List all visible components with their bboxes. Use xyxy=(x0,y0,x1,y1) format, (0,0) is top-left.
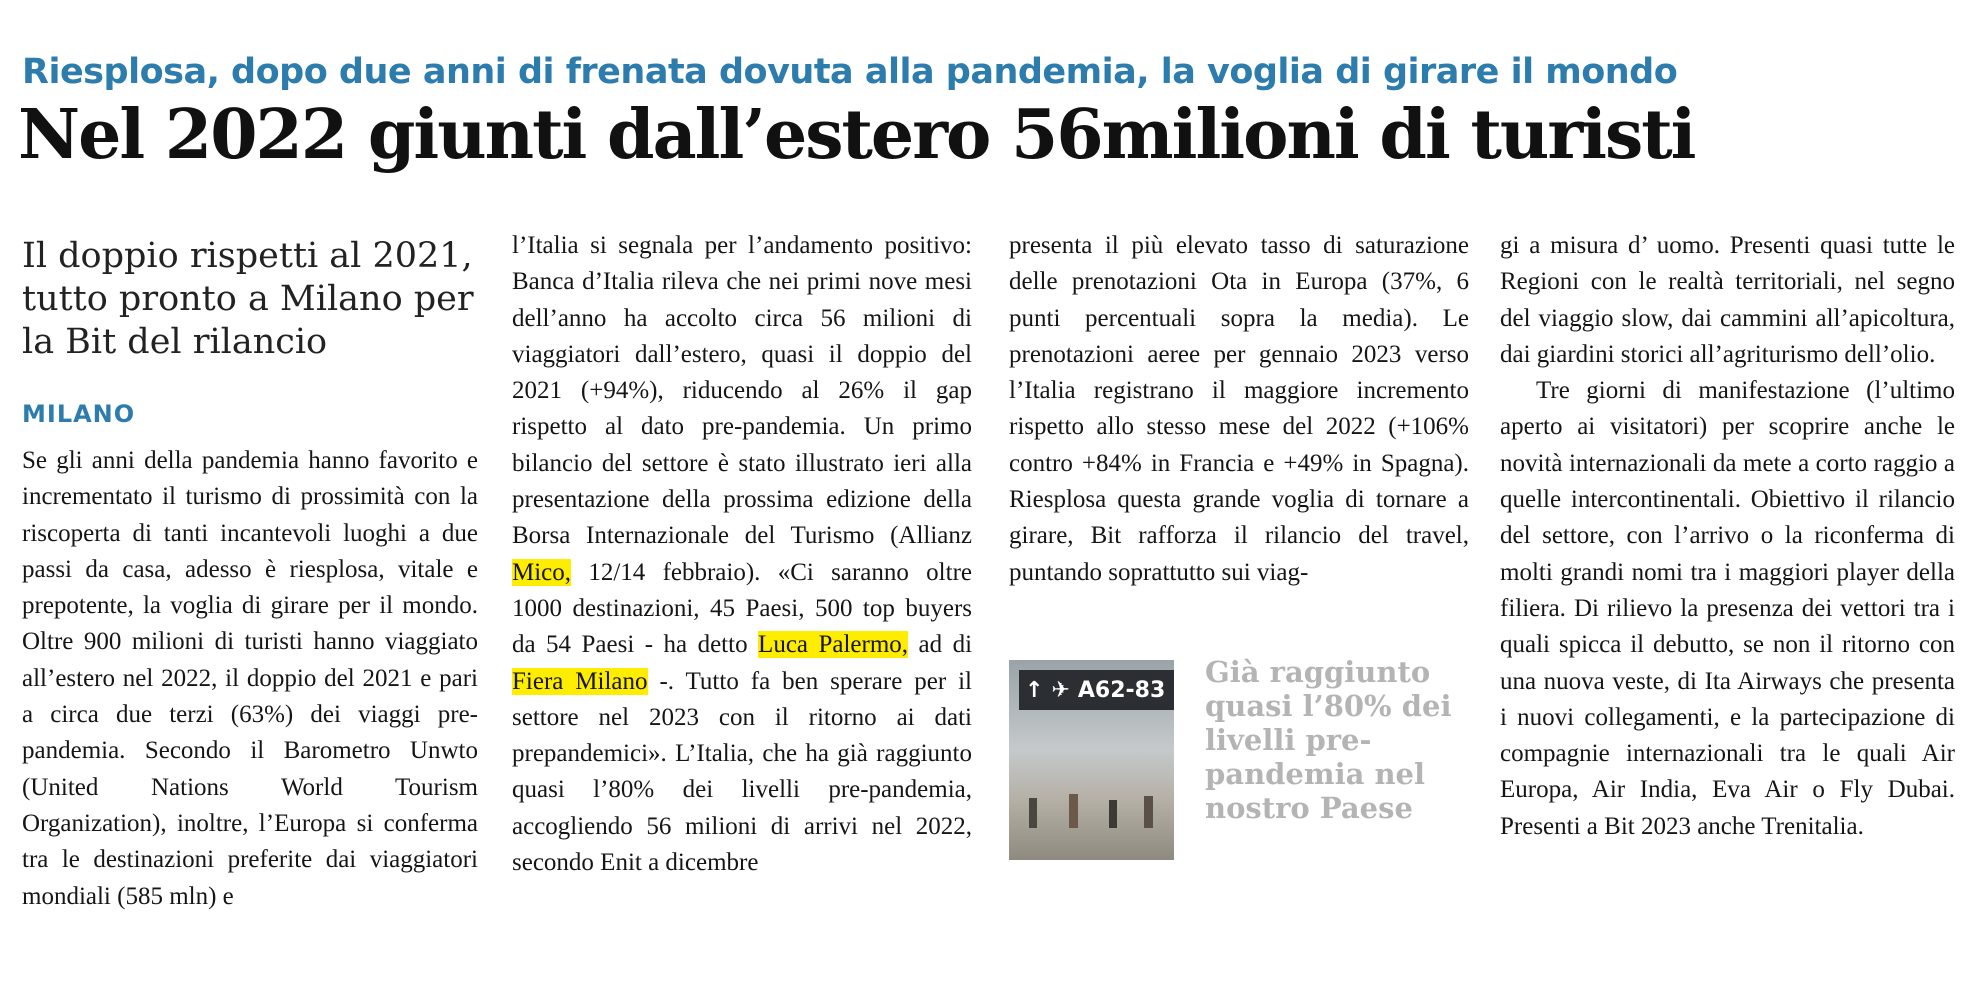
column-4-paragraph-2: Tre giorni di manifestazione (l’ultimo aperto ai visitatori) per scoprire anche le novità internazionali da mete a corto raggio a quelle intercontinentali. Obiettivo il rilancio del settore, con l’arrivo o la riconferma di molti grandi nomi tra i maggiori player della filiera. Di rilievo la presenza dei vettori tra i quali spicca il debutto, se non il ritorno con una nuova veste, di Ita Airways che presenta i nuovi collegamenti, e la partecipazione di compagnie internazionali tra le quali Air Europa, Air India, Eva Air o Fly Dubai. Presenti a Bit 2023 anche Trenitalia. xyxy=(1500,377,1955,840)
highlight-fiera-milano: Fiera Milano xyxy=(512,667,648,695)
gate-sign-text: A62-83 xyxy=(1077,677,1166,703)
airport-photo xyxy=(1009,660,1174,860)
highlight-mico: Mico, xyxy=(512,558,572,586)
subhead: Il doppio rispetti al 2021, tutto pronto a Milano per la Bit del rilancio xyxy=(22,236,474,362)
article-column-3 xyxy=(1009,228,1469,591)
column-2-text xyxy=(512,228,972,881)
plane-icon: ✈ xyxy=(1051,677,1070,703)
column-3-text: presenta il più elevato tasso di saturazione delle prenotazioni Ota in Europa (37%, 6 punti percentuali sopra la media). Le prenotazioni aeree per gennaio 2023 verso l’Italia registrano il maggiore incremento rispetto allo stesso mese del 2022 (+106% contro +84% in Francia e +49% in Spagna). Riesplosa questa grande voglia di tornare a girare, Bit rafforza il rilancio del travel, puntando soprattutto sui viag- xyxy=(1009,232,1469,586)
highlight-luca-palermo: Luca Palermo, xyxy=(758,631,909,659)
article-column-1 xyxy=(22,443,478,915)
col2-text-a: l’Italia si segnala per l’andamento positivo: Banca d’Italia rileva che nei primi nove mesi dell’anno ha accolto circa 56 milioni di viaggiatori dall’estero, quasi il doppio del 2021 (+94%), riducendo al 26% il gap rispetto al dato pre-pandemia. Un primo bilancio del settore è stato illustrato ieri alla presentazione della prossima edizione della Borsa Internazionale del Turismo (Allianz xyxy=(512,232,972,550)
col2-text-c: ad di xyxy=(908,631,973,659)
headline: Nel 2022 giunti dall’estero 56milioni di turisti xyxy=(18,95,1695,175)
col2-text-b: 12/14 febbraio). «Ci saranno oltre 1000 destinazioni, 45 Paesi, 500 top buyers da 54 Paesi - ha detto xyxy=(512,558,972,659)
article-column-4 xyxy=(1500,228,1955,845)
photo-caption: Già raggiunto quasi l’80% dei livelli pre-pandemia nel nostro Paese xyxy=(1205,655,1452,825)
travelers-silhouettes xyxy=(1009,790,1174,830)
airport-sign xyxy=(1019,670,1174,710)
kicker: Riesplosa, dopo due anni di frenata dovuta alla pandemia, la voglia di girare il mondo xyxy=(22,52,1678,92)
column-1-text: Se gli anni della pandemia hanno favorito e incrementato il turismo di prossimità con la riscoperta di tanti incantevoli luoghi a due passi da casa, adesso è riesplosa, vitale e prepotente, la voglia di girare per il mondo. Oltre 900 milioni di turisti hanno viaggiato all’estero nel 2022, il doppio del 2021 e pari a circa due terzi (63%) dei viaggi pre-pandemia. Secondo il Barometro Unwto (United Nations World Tourism Organization), inoltre, l’Europa si conferma tra le destinazioni preferite dai viaggiatori mondiali (585 mln) e xyxy=(22,447,478,910)
column-4-paragraph-1: gi a misura d’ uomo. Presenti quasi tutte le Regioni con le realtà territoriali, nel segno del viaggio slow, dai cammini all’apicoltura, dai giardini storici all’agriturismo dell’olio. xyxy=(1500,232,1955,368)
article-column-2 xyxy=(512,228,972,881)
arrow-up-icon: ↑ xyxy=(1025,677,1044,703)
dateline: MILANO xyxy=(22,400,136,428)
col2-text-d: -. Tutto fa ben sperare per il settore nel 2023 con il ritorno ai dati prepandemici». L’Italia, che ha già raggiunto quasi l’80% dei livelli pre-pandemia, accogliendo 56 milioni di arrivi nel 2022, secondo Enit a dicembre xyxy=(512,667,972,877)
